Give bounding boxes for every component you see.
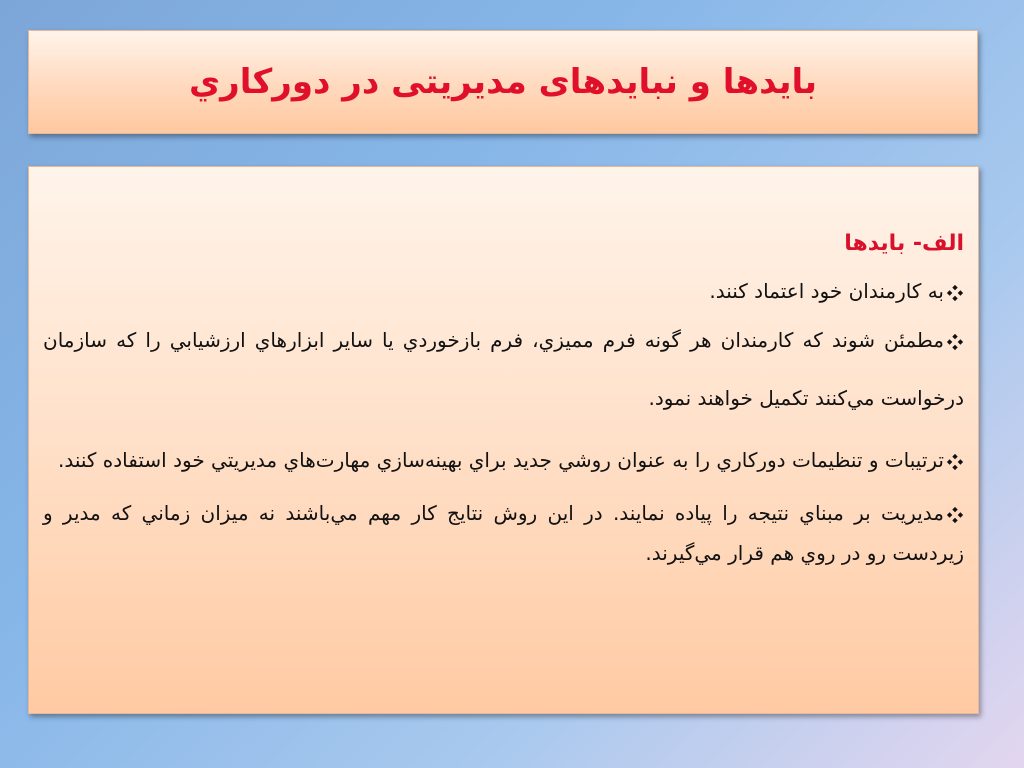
bullet-item-2 [43,311,964,427]
content-panel [28,166,979,714]
four-diamond-bullet-icon [946,284,964,302]
bullet-item-3 [43,431,964,489]
four-diamond-bullet-icon [946,506,964,524]
four-diamond-bullet-icon [946,453,964,471]
bullet-text-1: به کارمندان خود اعتماد کنند. [709,279,944,303]
bullet-item-4 [43,493,964,573]
bullet-text-4: مديريت بر مبناي نتيجه را پياده نمايند. در اين روش نتايج کار مهم مي‌باشند نه ميزان زماني که مدير و زيردست رو در روي هم قرار مي‌گيرند. [43,501,964,565]
bullet-text-3: ترتيبات و تنظيمات دورکاري را به عنوان روشي جديد براي بهينه‌سازي مهارت‌هاي مديريتي خود استفاده کنند. [57,448,944,472]
bullet-item-1 [43,271,964,311]
four-diamond-bullet-icon [946,333,964,351]
title-panel [28,30,978,134]
slide-title: بایدها و نبایدهای مدیریتی در دورکاري [188,62,818,102]
bullet-text-2: مطمئن شوند که کارمندان هر گونه فرم مميزي، فرم بازخوردي يا ساير ابزارهاي ارزشيابي را که سازمان درخواست مي‌کنند تکميل خواهند نمود. [43,328,964,410]
section-heading: الف- بایدها [844,231,964,256]
